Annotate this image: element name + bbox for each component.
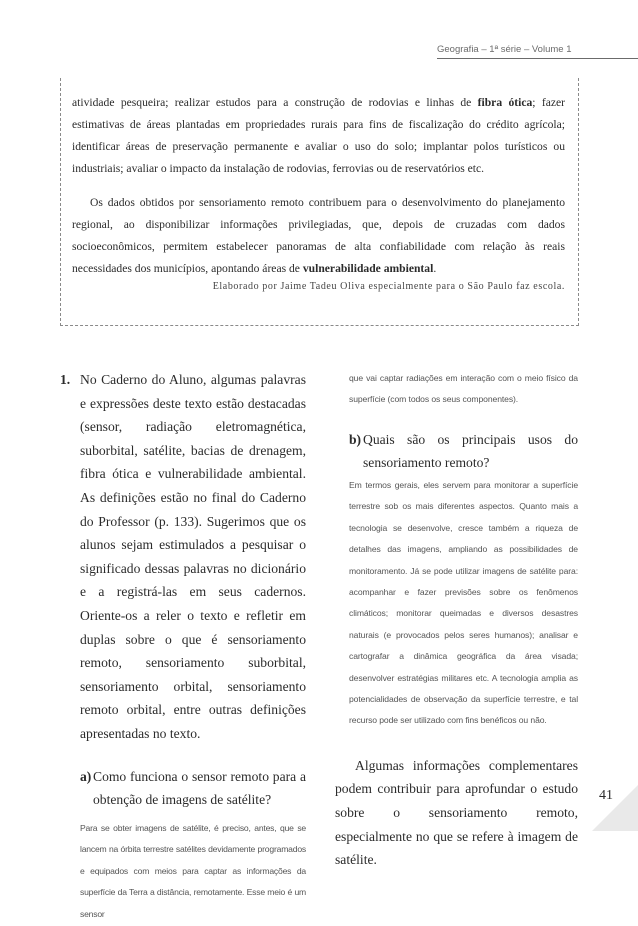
question-b-text: Quais são os principais usos do sensoriamento remoto? (363, 431, 578, 471)
complementary-info-paragraph: Algumas informações complementares podem contribuir para aprofundar o estudo sobre o sensoriamento remoto, especialmente no que se refere à imagem de satélite. (335, 757, 578, 868)
question-1 (60, 368, 306, 746)
answer-b: Em termos gerais, eles servem para monitorar a superfície terrestre sob os mais diferentes aspectos. Quanto mais a tecnologia se desenvolve, cresce também a riqueza de detalhes das imagens, ampliando as possibilidades de monitoramento. Já se pode utilizar imagens de satélite para: acompanhar e fazer previsões sobre os fenômenos climáticos; monitorar queimadas e diversos desastres naturais (e provocados pelos seres humanos); analisar e cartografar a dinâmica geográfica da área visada; desenvolver estratégias militares etc. A tecnologia amplia as potencialidades de observação da superfície terrestre, e tal recurso pode ser utilizado com fins benéficos ou não. (349, 480, 578, 726)
page-number: 41 (599, 788, 613, 803)
right-column (335, 368, 578, 872)
question-a (60, 765, 306, 812)
excerpt-text (72, 92, 565, 280)
question-a-text: Como funciona o sensor remoto para a obtenção de imagens de satélite? (93, 768, 306, 808)
running-header: Geografia – 1ª série – Volume 1 (437, 44, 572, 55)
left-column (60, 368, 306, 926)
question-b-label: b) (349, 431, 362, 447)
excerpt-p2-bold-term: vulnerabilidade ambiental (302, 262, 434, 275)
page-corner-decoration (592, 785, 638, 831)
header-rule (437, 58, 638, 59)
excerpt-p2-text-a: Os dados obtidos por sensoriamento remoto contribuem para o desenvolvimento do planejamento regional, ao disponibilizar informações privilegiadas, que, depois de cruzadas com dados socioeconômicos, permitem estabelecer panoramas de alta confiabilidade com relação às reais necessidades dos municípios, apontando áreas de (72, 196, 565, 275)
answer-a-part-1: Para se obter imagens de satélite, é preciso, antes, que se lancem na órbita terrestre satélites devidamente programados e equipados com meios para captar as informações da superfície da Terra a distância, remotamente. Esse meio é um sensor (80, 822, 306, 920)
excerpt-p1-text-a: atividade pesqueira; realizar estudos para a construção de rodovias e linhas de (72, 96, 478, 109)
question-b (335, 428, 578, 475)
excerpt-paragraph-2 (72, 192, 565, 280)
answer-a-part-2: que vai captar radiações em interação com o meio físico da superfície (com todos os seus componentes). (349, 373, 578, 405)
excerpt-paragraph-1 (72, 92, 565, 180)
excerpt-p1-text-b: ; fazer estimativas de áreas plantadas em propriedades rurais para fins de fiscalização do crédito agrícola; identificar áreas de preservação permanente e avaliar o uso do solo; implantar polos turísticos ou industriais; avaliar o impacto da instalação de rodovias, ferrovias ou de reservatórios etc. (72, 96, 565, 175)
question-1-text: No Caderno do Aluno, algumas palavras e expressões deste texto estão destacadas (sensor, radiação eletromagnética, suborbital, satélite, bacias de drenagem, fibra ótica e vulnerabilidade ambiental. As definições estão no final do Caderno do Professor (p. 133). Sugerimos que os alunos sejam estimulados a pesquisar o significado dessas palavras no dicionário e a registrá-las em seus cadernos. Oriente-os a reler o texto e refletir em duplas sobre o que é sensoriamento remoto, sensoriamento suborbital, sensoriamento orbital, sensoriamento remoto orbital, entre outras definições apresentadas no texto. (80, 372, 306, 741)
excerpt-credit: Elaborado por Jaime Tadeu Oliva especialmente para o São Paulo faz escola. (212, 281, 565, 292)
excerpt-p1-bold-term: fibra ótica (477, 96, 533, 109)
question-1-number: 1. (60, 372, 71, 387)
question-a-label: a) (80, 768, 92, 784)
excerpt-p2-text-b: . (433, 262, 437, 275)
